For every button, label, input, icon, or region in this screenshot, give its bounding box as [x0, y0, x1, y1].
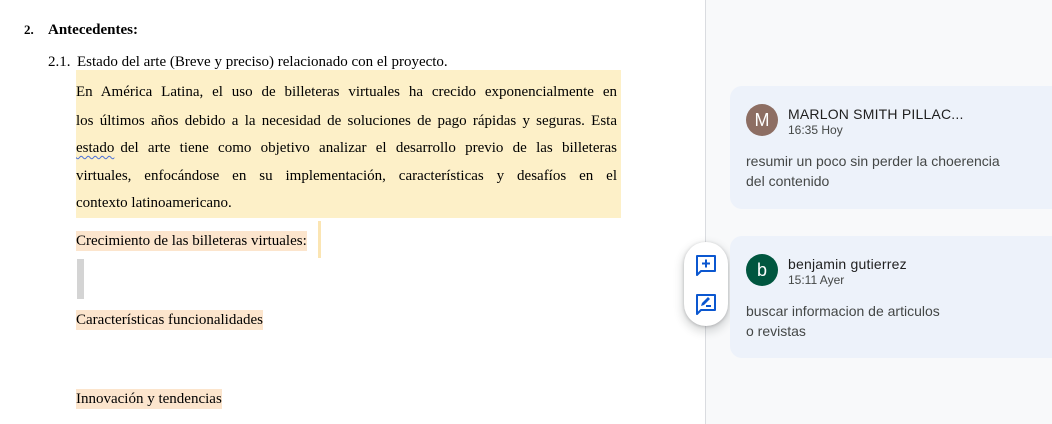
comment-author: benjamin gutierrez	[788, 256, 907, 272]
section-heading	[24, 22, 138, 39]
paragraph-line-1: En América Latina, el uso de billeteras virtuales ha crecido exponencialmente en	[76, 84, 617, 100]
paragraph-line-3-rest: del arte tiene como objetivo analizar el desarrollo previo de las billeteras	[120, 140, 617, 156]
comment-text: resumir un poco sin perder la choerencia del contenido	[746, 153, 1000, 189]
heading-number: 2.	[24, 22, 34, 37]
suggest-edit-button[interactable]	[694, 292, 718, 316]
section-title-innovacion: Innovación y tendencias	[76, 391, 222, 407]
paragraph-line-5: contexto latinoamericano.	[76, 195, 232, 211]
heading-text: Antecedentes:	[48, 22, 138, 38]
comment-card-1[interactable]	[730, 86, 1052, 209]
paragraph-line-4: virtuales, enfocándose en su implementación, características y desafíos en el	[76, 168, 617, 184]
paragraph-line-2: los últimos años debido a la necesidad de soluciones de pago rápidas y seguras. Esta	[76, 113, 617, 129]
comment-time: 16:35 Hoy	[788, 123, 843, 137]
comment-author: MARLON SMITH PILLAC...	[788, 106, 964, 122]
subheading-text: Estado del arte (Breve y preciso) relacionado con el proyecto.	[77, 54, 448, 70]
floating-action-bar	[684, 242, 728, 326]
paragraph-line-3	[76, 139, 617, 157]
add-comment-button[interactable]	[694, 253, 718, 277]
avatar: b	[746, 254, 778, 286]
comment-card-2[interactable]	[730, 236, 1052, 358]
comment-text: buscar informacion de articulos o revistas	[746, 303, 940, 339]
subheading-number: 2.1.	[48, 54, 71, 70]
comments-sidebar	[705, 0, 1052, 424]
suggest-edit-icon	[694, 292, 718, 316]
comment-anchor-bar	[318, 221, 321, 258]
subsection-heading	[48, 54, 448, 71]
section-title-caracteristicas: Características funcionalidades	[76, 312, 264, 328]
section-title-crecimiento: Crecimiento de las billeteras virtuales:	[76, 233, 307, 249]
empty-block-placeholder	[77, 259, 84, 299]
comment-time: 15:11 Ayer	[788, 273, 845, 287]
misspelled-word[interactable]: estado	[76, 140, 115, 156]
add-comment-icon	[694, 253, 718, 277]
avatar: M	[746, 104, 778, 136]
